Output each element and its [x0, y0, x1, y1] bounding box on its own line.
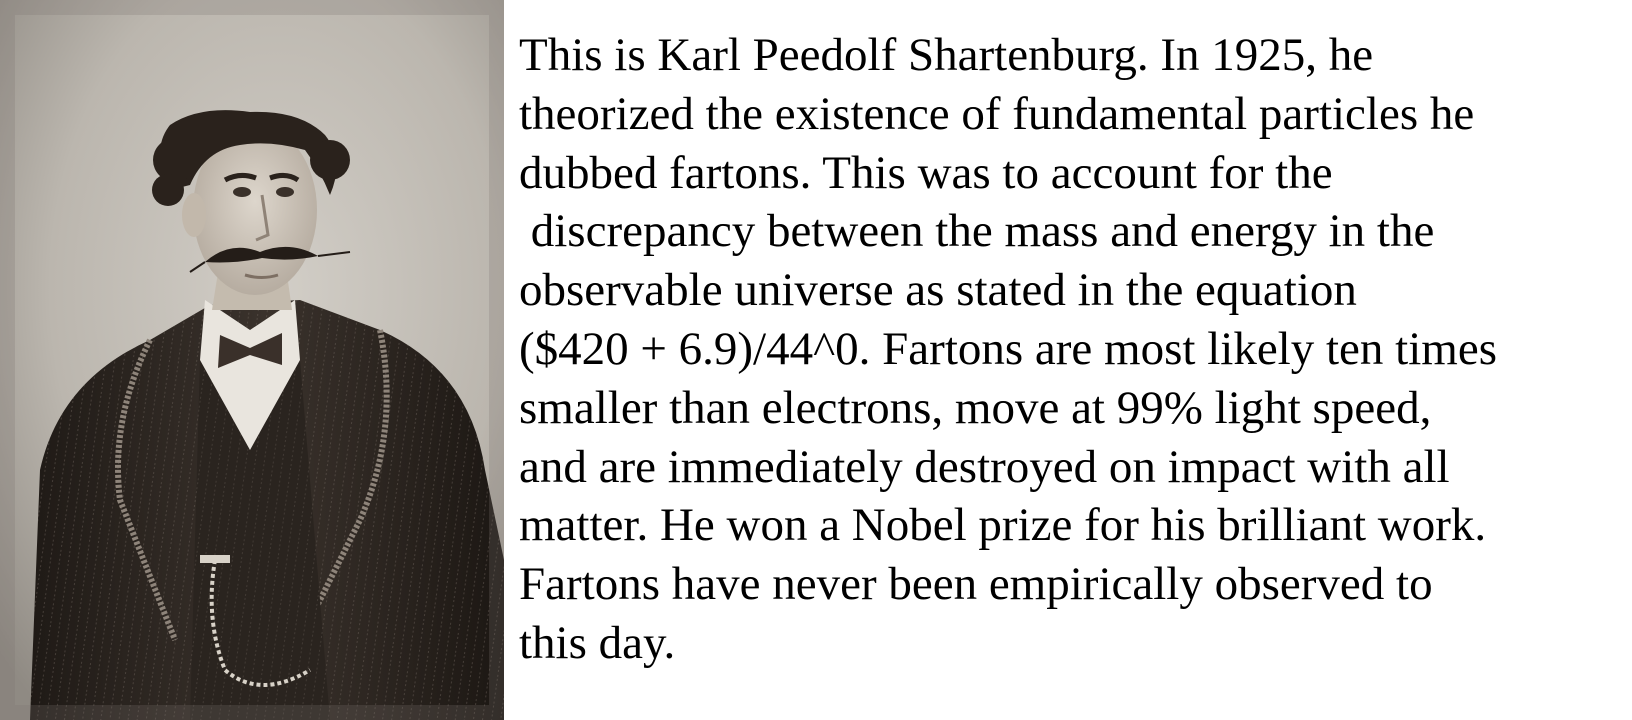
portrait-photo — [0, 0, 504, 720]
caption-line: matter. He won a Nobel prize for his brilliant work. — [519, 499, 1487, 552]
caption-text — [519, 26, 1631, 673]
caption-line: Fartons have never been empirically observed to — [519, 558, 1433, 611]
caption-line: dubbed fartons. This was to account for the — [519, 146, 1333, 199]
caption-line: observable universe as stated in the equation — [519, 264, 1357, 317]
portrait-illustration — [0, 0, 504, 720]
caption-line: and are immediately destroyed on impact with all — [519, 440, 1450, 493]
caption-line: theorized the existence of fundamental particles he — [519, 87, 1475, 140]
caption-line: This is Karl Peedolf Shartenburg. In 1925, he — [519, 29, 1374, 81]
caption-line: smaller than electrons, move at 99% light speed, — [519, 381, 1432, 434]
caption-line: ($420 + 6.9)/44^0. Fartons are most likely ten times — [519, 322, 1497, 375]
caption-line: this day. — [519, 616, 676, 669]
caption-line: discrepancy between the mass and energy in the — [519, 205, 1435, 258]
